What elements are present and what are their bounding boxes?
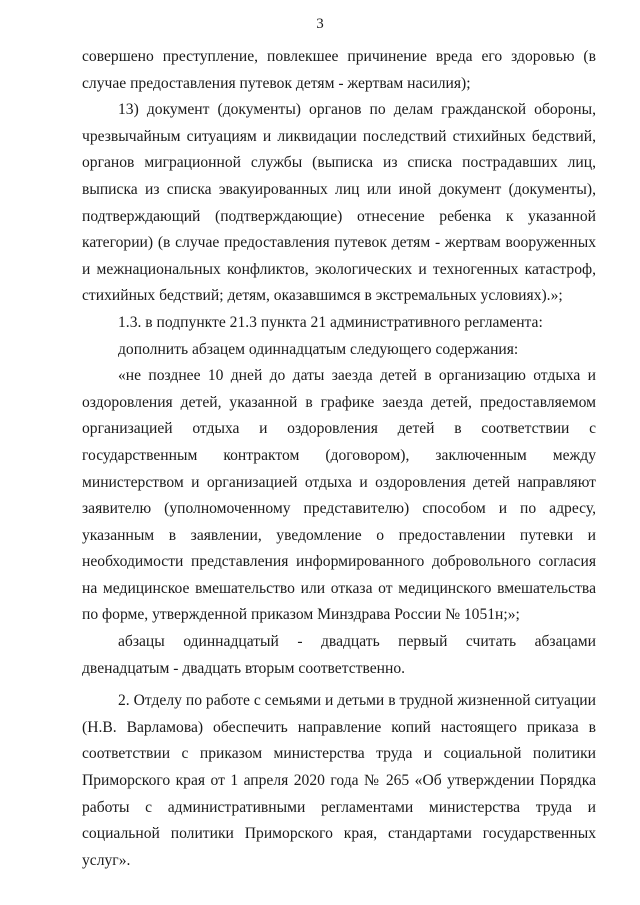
paragraph-add-eleventh-abzac: дополнить абзацем одиннадцатым следующего содержания: [118,340,519,358]
document-body [82,44,596,874]
page-number: 3 [316,16,324,32]
paragraph-item-13: 13) документ (документы) органов по делам гражданской обороны, чрезвычайным ситуациям и ликвидации последствий стихийных бедствий, органов миграционной службы (выписка из списка пострадавших лиц, выписка из списка эвакуированных лиц или иной документ (документы), подтверждающий (подтверждающие) отнесение ребенка к указанной категории) (в случае предоставления путевок детям - жертвам вооруженных и межнациональных конфликтов, экологических и техногенных катастроф, стихийных бедствий; детям, оказавшимся в экстремальных условиях).»; [82,101,596,305]
paragraph-item-2: 2. Отделу по работе с семьями и детьми в трудной жизненной ситуации (Н.В. Варламова) обеспечить направление копий настоящего приказа в соответствии с приказом министерства труда и социальной политики Приморского края от 1 апреля 2020 года № 265 «Об утверждении Порядка работы с административными регламентами министерства труда и социальной политики Приморского края, стандартами государственных услуг». [82,692,596,869]
paragraph-quoted-notification: «не позднее 10 дней до даты заезда детей в организацию отдыха и оздоровления детей, указанной в графике заезда детей, предоставляемом организацией отдыха и оздоровления детей в соответствии с государственным контрактом (договором), заключенным между министерством и организацией отдыха и оздоровления детей направляют заявителю (уполномоченному представителю) способом и по адресу, указанным в заявлении, уведомление о предоставлении путевки и необходимости представления информированного добровольного согласия на медицинское вмешательство или отказа от медицинского вмешательства по форме, утвержденной приказом Минздрава России № 1051н;»; [82,367,596,624]
paragraph-1-3: 1.3. в подпункте 21.3 пункта 21 административного регламента: [118,313,543,331]
paragraph-renumbering: абзацы одиннадцатый - двадцать первый считать абзацами двенадцатым - двадцать вторым соответственно. [82,633,596,677]
paragraph-crime-victims-end: совершено преступление, повлекшее причинение вреда его здоровью (в случае предоставления путевок детям - жертвам насилия); [82,48,596,92]
